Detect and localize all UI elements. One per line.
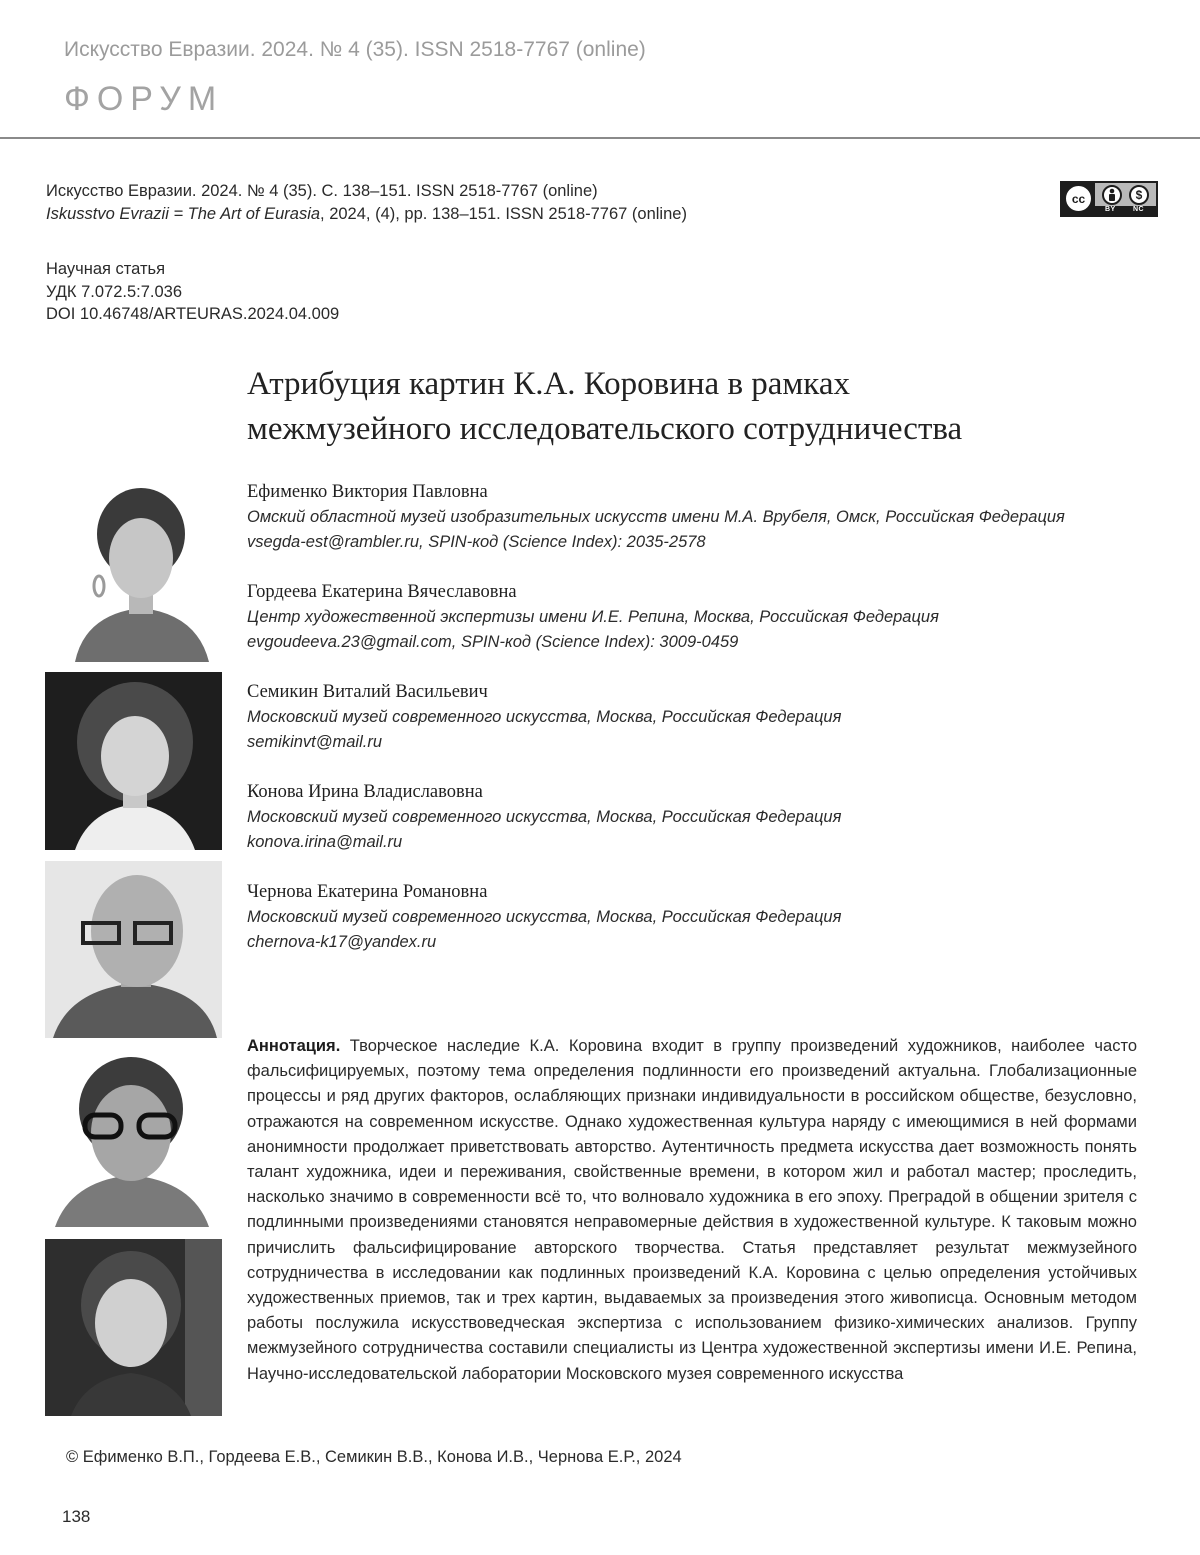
abstract-label: Аннотация. [247,1037,341,1055]
author-name: Конова Ирина Владиславовна [247,782,483,802]
abstract-text: Творческое наследие К.А. Коровина входит в группу произведений художников, наиболее часто фальсифицируемых, поэтому тема определения подлинности его произведений актуальна. Глобализационные процессы и ряд других факторов, ослабляющих признаки индивидуальности в российском обществе, безусловно, отражаются на современном искусстве. Однако художественная культура наряду с имеющимися в ней формами анонимности продолжает приветствовать авторство. Аутентичность предмета искусства дает возможность понять талант художника, идеи и переживания, свойственные времени, в котором жил и работал мастер; проследить, насколько значимо в современности всё то, что волновало художника в его эпоху. Преградой в общении зрителя с подлинными произведениями становятся неправомерные действия в художественной культуре. К таковым можно причислить фальсифицирование авторского творчества. Статья представляет результат межмузейного сотрудничества в исследовании как подлинных произведений К.А. Коровина с целью определения устойчивых художественных приемов, так и трех картин, выдаваемых за произведения этого живописца. Основным методом работы послужила искусствоведческая экспертиза с использованием физико-химических анализов. Группу межмузейного сотрудничества составили специалисты из Центра художественной экспертизы имени И.Е. Репина, Научно-исследовательской лаборатории Московского музея современного искусства [247,1037,1137,1383]
author-photo [45,861,222,1038]
license-by-label: BY [1105,206,1116,213]
author-contact: evgoudeeva.23@gmail.com, SPIN-код (Science Index): 3009-0459 [247,633,739,651]
license-nc-label: NC [1133,206,1145,213]
attribution-person-icon [1102,185,1122,205]
author-affiliation: Центр художественной экспертизы имени И.Е. Репина, Москва, Российская Федерация [247,608,939,626]
author-affiliation: Московский музей современного искусства, Москва, Российская Федерация [247,808,842,826]
cc-by-nc-license-icon [1060,181,1158,217]
article-type: Научная статья [46,260,166,278]
author-contact: semikinvt@mail.ru [247,733,383,751]
author-contact: chernova-k17@yandex.ru [247,933,437,951]
citation-ru: Искусство Евразии. 2024. № 4 (35). С. 138–151. ISSN 2518-7767 (online) [46,182,598,200]
header-divider [0,137,1200,139]
author-name: Семикин Виталий Васильевич [247,682,488,702]
author-affiliation: Омский областной музей изобразительных искусств имени М.А. Врубеля, Омск, Российская Федерация [247,508,1065,526]
author-affiliation: Московский музей современного искусства, Москва, Российская Федерация [247,708,842,726]
author-affiliation: Московский музей современного искусства, Москва, Российская Федерация [247,908,842,926]
article-title [247,362,1147,452]
abstract [247,1034,1137,1387]
title-line-2: межмузейного исследовательского сотрудничества [247,411,963,447]
copyright-notice: © Ефименко В.П., Гордеева Е.В., Семикин В.В., Конова И.В., Чернова Е.Р., 2024 [66,1448,682,1466]
author-name: Чернова Екатерина Романовна [247,882,488,902]
author-contact: konova.irina@mail.ru [247,833,403,851]
author-entry [247,480,1167,555]
author-name: Гордеева Екатерина Вячеславовна [247,582,517,602]
citation-block [46,180,687,226]
author-photo [45,1049,222,1227]
article-meta [46,258,339,326]
cc-logo-icon: cc [1064,184,1093,213]
author-photo [45,482,222,662]
udc-code: УДК 7.072.5:7.036 [46,282,183,301]
authors-list [247,480,1167,980]
author-entry [247,880,1167,955]
page-number: 138 [62,1507,91,1526]
author-photo [45,672,222,850]
author-entry [247,680,1167,755]
author-photo [45,1239,222,1416]
noncommercial-icon: $ [1129,185,1149,205]
citation-en-journal: Iskusstvo Evrazii = The Art of Eurasia [46,205,321,223]
doi: DOI 10.46748/ARTEURAS.2024.04.009 [46,305,340,323]
section-title: ФОРУМ [64,80,224,118]
author-entry [247,780,1167,855]
journal-running-header: Искусство Евразии. 2024. № 4 (35). ISSN 2518-7767 (online) [64,38,646,61]
author-entry [247,580,1167,655]
author-contact: vsegda-est@rambler.ru, SPIN-код (Science Index): 2035-2578 [247,533,706,551]
citation-en-details: , 2024, (4), pp. 138–151. ISSN 2518-7767 (online) [320,205,687,223]
title-line-1: Атрибуция картин К.А. Коровина в рамках [247,366,850,402]
author-name: Ефименко Виктория Павловна [247,482,488,502]
citation-en [46,203,687,226]
